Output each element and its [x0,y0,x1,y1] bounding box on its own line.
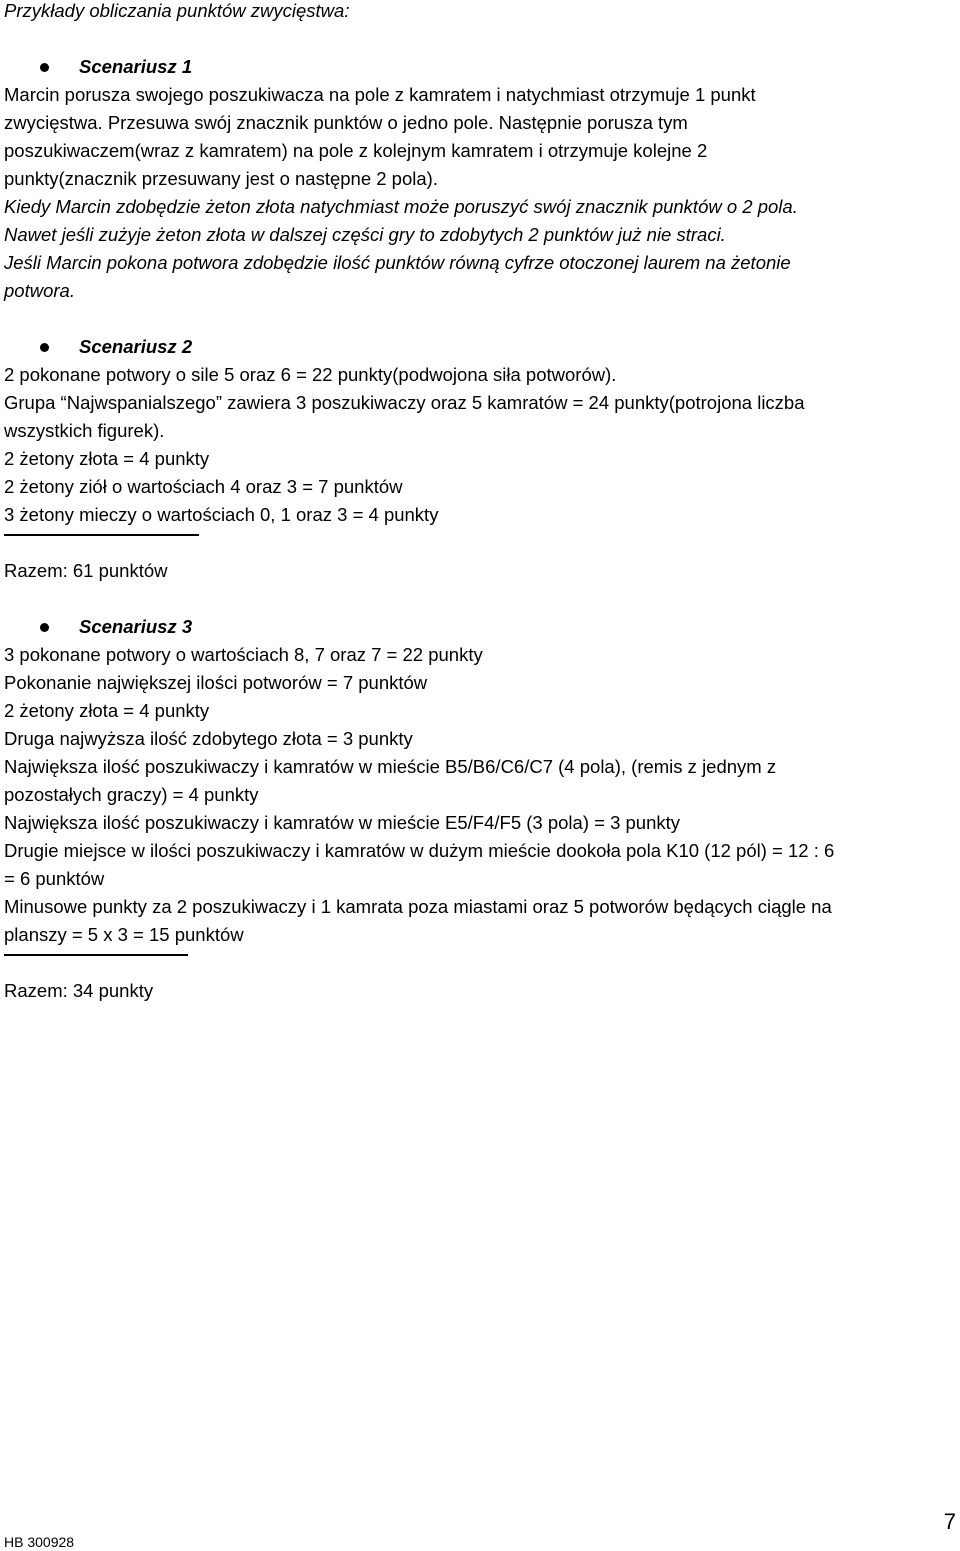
bullet-icon [40,63,49,72]
scenario-1-line: Marcin porusza swojego poszukiwacza na pole z kamratem i natychmiast otrzymuje 1 punkt [4,84,756,105]
scenario-3-line: Drugie miejsce w ilości poszukiwaczy i kamratów w dużym mieście dookoła pola K10 (12 pól) = 12 : 6 [4,840,835,861]
scenario-1-line: punkty(znacznik przesuwany jest o następne 2 pola). [4,168,438,189]
scenario-2-heading-text: Scenariusz 2 [79,336,193,357]
document-page [4,0,956,1005]
page-number: 7 [943,1509,956,1534]
scenario-3-line: pozostałych graczy) = 4 punkty [4,784,259,805]
bullet-icon [40,623,49,632]
scenario-3-line: Druga najwyższa ilość zdobytego złota = 3 punkty [4,728,413,749]
scenario-3-total: Razem: 34 punkty [4,980,154,1001]
scenario-1-heading-text: Scenariusz 1 [79,56,193,77]
scenario-1-line: poszukiwaczem(wraz z kamratem) na pole z kolejnym kamratem i otrzymuje kolejne 2 [4,140,708,161]
scenario-2-heading [4,333,956,361]
scenario-2-line: 2 żetony złota = 4 punkty [4,448,210,469]
scenario-2-line: 2 żetony ziół o wartościach 4 oraz 3 = 7 punktów [4,476,403,497]
scenario-3-line: planszy = 5 x 3 = 15 punktów [4,924,244,945]
scenario-1-line: Kiedy Marcin zdobędzie żeton złota natychmiast może poruszyć swój znacznik punktów o 2 pola. [4,196,798,217]
scenario-2-total: Razem: 61 punktów [4,560,168,581]
scenario-3-line: = 6 punktów [4,868,105,889]
scenario-1-line: Nawet jeśli zużyje żeton złota w dalszej części gry to zdobytych 2 punktów już nie straci. [4,224,726,245]
scenario-3-line: Pokonanie największej ilości potworów = 7 punktów [4,672,428,693]
bullet-icon [40,343,49,352]
scenario-1-line: Jeśli Marcin pokona potwora zdobędzie ilość punktów równą cyfrze otoczonej laurem na żetonie [4,252,791,273]
scenario-3-line: 3 pokonane potwory o wartościach 8, 7 oraz 7 = 22 punkty [4,644,483,665]
scenario-2-line: 2 pokonane potwory o sile 5 oraz 6 = 22 punkty(podwojona siła potworów). [4,364,617,385]
scenario-3-line: Minusowe punkty za 2 poszukiwaczy i 1 kamrata poza miastami oraz 5 potworów będących ciągle na [4,896,832,917]
scenario-3-heading-text: Scenariusz 3 [79,616,193,637]
scenario-3-heading [4,613,956,641]
intro-title: Przykłady obliczania punktów zwycięstwa: [4,0,350,21]
scenario-1-line: potwora. [4,280,75,301]
scenario-2-line: wszystkich figurek). [4,420,165,441]
scenario-3-line: Największa ilość poszukiwaczy i kamratów w mieście B5/B6/C6/C7 (4 pola), (remis z jednym z [4,756,777,777]
scenario-1-line: zwycięstwa. Przesuwa swój znacznik punktów o jedno pole. Następnie porusza tym [4,112,688,133]
document-code: HB 300928 [4,1534,75,1550]
scenario-2-line: 3 żetony mieczy o wartościach 0, 1 oraz 3 = 4 punkty [4,504,439,525]
scenario-1-heading [4,53,956,81]
sum-divider [4,534,199,536]
sum-divider [4,954,188,956]
scenario-2-line: Grupa “Najwspanialszego” zawiera 3 poszukiwaczy oraz 5 kamratów = 24 punkty(potrojona liczba [4,392,805,413]
scenario-3-line: Największa ilość poszukiwaczy i kamratów w mieście E5/F4/F5 (3 pola) = 3 punkty [4,812,681,833]
scenario-3-line: 2 żetony złota = 4 punkty [4,700,210,721]
